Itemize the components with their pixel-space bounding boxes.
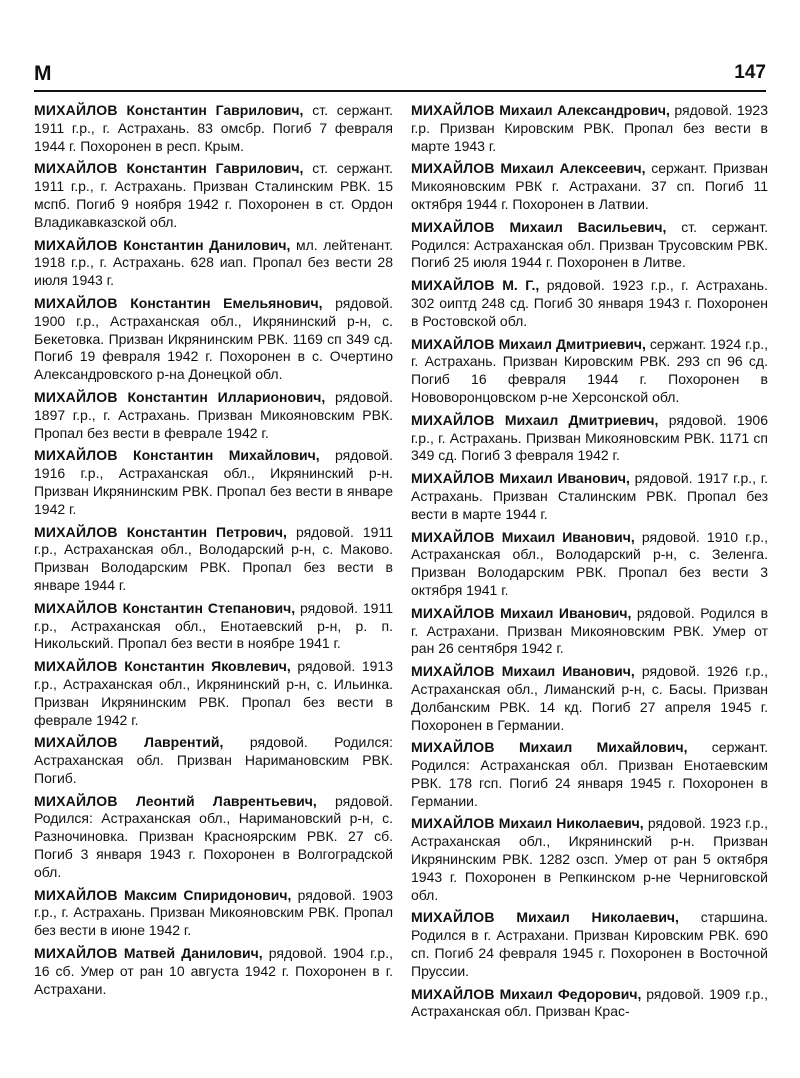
entry-details: рядовой. 1903 г.р., г. Астрахань. Призван Микояновским РВК. Пропал без вести в июне 1942 г. [34,886,394,939]
entry-details: рядовой. 1909 г.р., Астраханская обл. Призван Крас- [411,985,768,1020]
record-entry [34,658,393,729]
entry-given-name: Михаил Алексеевич, [500,160,646,177]
entry-details: сержант. 1924 г.р., г. Астрахань. Призван Кировским РВК. 293 сп 96 сд. Погиб 16 февраля 1944 г. Похоронен в Нововоронцовском р-не Херсонской обл. [411,335,769,405]
entry-given-name: Максим Спиридонович, [123,886,292,903]
record-entry [411,815,768,904]
entry-details: рядовой. 1911 г.р., Астраханская обл., Енотаевский р-н, р. п. Никольский. Пропал без вести в ноябре 1941 г. [34,599,393,652]
entry-given-name: Михаил Александрович, [499,102,670,118]
entry-details: мл. лейтенант. 1918 г.р., г. Астрахань. 628 иап. Пропал без вести 28 июля 1943 г. [34,236,394,289]
record-entry [34,447,393,518]
entry-given-name: Михаил Иванович, [499,470,630,487]
entry-surname: МИХАЙЛОВ [34,658,118,675]
entry-given-name: Константин Данилович, [123,236,291,253]
entry-given-name: Михаил Николаевич, [516,909,679,926]
entry-details: ст. сержант. 1911 г.р., г. Астрахань. Призван Сталинским РВК. 15 мспб. Погиб 9 ноября 1942 г. Похоронен в ст. Ордон Владикавказской обл. [34,160,394,230]
entry-surname: МИХАЙЛОВ [34,160,118,177]
record-entry [411,277,768,330]
entry-surname: МИХАЙЛОВ [34,102,118,118]
entry-surname: МИХАЙЛОВ [411,815,495,832]
page-number: 147 [734,62,766,83]
entry-surname: МИХАЙЛОВ [34,523,118,540]
entry-surname: МИХАЙЛОВ [34,945,118,962]
record-entry [34,237,393,290]
entry-surname: МИХАЙЛОВ [34,599,118,616]
record-entry [34,524,393,595]
section-letter: М [34,62,52,85]
entry-details: рядовой. 1897 г.р., г. Астрахань. Призван Микояновским РВК. Пропал без вести в феврале 1942 г. [34,388,393,441]
record-entry [411,909,768,980]
entry-given-name: Михаил Иванович, [501,663,635,680]
entry-details: рядовой. 1923 г.р. Призван Кировским РВК. Пропал без вести в марте 1943 г. [411,102,769,154]
record-entry [34,793,393,882]
entry-surname: МИХАЙЛОВ [34,236,118,253]
entry-details: рядовой. 1906 г.р., г. Астрахань. Призван Микояновским РВК. 1171 сп 349 сд. Погиб 3 февраля 1942 г. [411,411,769,464]
entry-surname: МИХАЙЛОВ [34,388,118,405]
record-entry [34,887,393,940]
entry-details: рядовой. 1917 г.р., г. Астрахань. Призван Сталинским РВК. Пропал без вести в марте 1944 г. [411,470,769,522]
entry-surname: МИХАЙЛОВ [34,886,118,903]
entry-given-name: Михаил Дмитриевич, [504,411,659,428]
record-entry [34,945,393,998]
entry-details: сержант. Родился: Астраханская обл. Призван Енотаевским РВК. 178 гсп. Погиб 24 января 1945 г. Похоронен в Германии. [411,739,769,809]
entry-given-name: Лаврентий, [144,734,224,751]
record-entry [34,160,393,231]
entry-surname: МИХАЙЛОВ [411,335,495,352]
entry-given-name: Михаил Васильевич, [509,218,667,235]
entry-details: рядовой. 1913 г.р., Астраханская обл., Икрянинский р-н, с. Ильинка. Призван Икрянинским РВК. Пропал без вести в феврале 1942 г. [34,658,393,728]
header-rule [34,90,766,92]
entry-given-name: Константин Гаврилович, [126,160,304,177]
entry-details: рядовой. Родился: Астраханская обл. Призван Наримановским РВК. Погиб. [34,734,393,786]
entry-given-name: Леонтий Лаврентьевич, [135,792,317,809]
entry-surname: МИХАЙЛОВ [411,102,495,118]
entry-details: рядовой. 1911 г.р., Астраханская обл., Володарский р-н, с. Маково. Призван Володарским РВК. Пропал без вести в январе 1944 г. [34,523,393,593]
entry-surname: МИХАЙЛОВ [411,277,495,294]
entry-details: рядовой. 1916 г.р., Астраханская обл., Икрянинский р-н. Призван Икрянинским РВК. Пропал без вести в январе 1942 г. [34,447,393,517]
entry-surname: МИХАЙЛОВ [411,470,495,487]
entry-details: рядовой. Родился в г. Астрахани. Призван Микояновским РВК. Умер от ран 26 сентября 1942 г. [411,604,769,657]
record-entry [34,734,393,787]
entry-details: рядовой. 1904 г.р., 16 сб. Умер от ран 10 августа 1942 г. Похоронен в г. Астрахани. [34,945,393,997]
record-entry [411,739,768,810]
record-entry [411,605,768,658]
record-entry [411,986,768,1022]
entry-surname: МИХАЙЛОВ [411,528,495,545]
entry-details: рядовой. Родился: Астраханская обл., Наримановский р-н, с. Разночиновка. Призван Красноярским РВК. 27 сб. Погиб 3 января 1943 г. Похоронен в Волгоградской обл. [34,792,393,880]
entry-details: старшина. Родился в г. Астрахани. Призван Кировским РВК. 690 сп. Погиб 24 февраля 1945 г. Похоронен в Восточной Пруссии. [411,909,768,979]
entry-surname: МИХАЙЛОВ [411,909,495,926]
record-entry [411,412,768,465]
entry-given-name: Матвей Данилович, [123,945,263,962]
right-column [411,102,768,1026]
record-entry [411,160,768,213]
entry-surname: МИХАЙЛОВ [411,411,495,428]
entry-surname: МИХАЙЛОВ [411,739,495,756]
entry-given-name: Константин Гаврилович, [126,102,304,118]
record-entry [411,470,768,523]
entry-surname: МИХАЙЛОВ [411,985,495,1002]
entry-given-name: Михаил Николаевич, [498,815,644,832]
entry-given-name: Михаил Иванович, [501,528,635,545]
entry-details: рядовой. 1900 г.р., Астраханская обл., Икрянинский р-н, с. Бекетовка. Призван Икрянинским РВК. 1169 сп 349 сд. Погиб 19 февраля 1942 г. Похоронен в с. Очертино Александровского р-на Донецкой обл. [34,294,394,383]
entry-given-name: Константин Емельянович, [130,294,323,311]
entry-given-name: Михаил Федорович, [499,985,642,1002]
entry-given-name: Константин Михайлович, [133,447,320,464]
record-entry [34,295,393,384]
entry-details: сержант. Призван Микояновским РВК г. Астрахани. 37 сп. Погиб 11 октября 1944 г. Похоронен в Латвии. [411,160,768,212]
record-entry [34,102,393,155]
record-entry [411,663,768,734]
entry-details: рядовой. 1923 г.р., Астраханская обл., Икрянинский р-н. Призван Икрянинским РВК. 1282 озсп. Умер от ран 5 октября 1943 г. Похоронен в Репкинском р-не Черниговской обл. [411,815,769,903]
entry-surname: МИХАЙЛОВ [34,294,118,311]
entry-given-name: Константин Илларионович, [127,388,326,405]
entry-surname: МИХАЙЛОВ [34,792,118,809]
entry-surname: МИХАЙЛОВ [411,604,495,621]
entry-surname: МИХАЙЛОВ [34,734,118,751]
entry-surname: МИХАЙЛОВ [411,218,495,235]
entry-details: ст. сержант. 1911 г.р., г. Астрахань. 83 омсбр. Погиб 7 февраля 1944 г. Похоронен в респ. Крым. [34,102,394,154]
record-entry [411,219,768,272]
entry-details: рядовой. 1910 г.р., Астраханская обл., Володарский р-н, с. Зеленга. Призван Володарским РВК. Пропал без вести 3 октября 1941 г. [411,528,769,598]
entry-surname: МИХАЙЛОВ [34,447,118,464]
entry-given-name: М. Г., [502,277,540,294]
entry-surname: МИХАЙЛОВ [411,160,495,177]
entry-given-name: Константин Степанович, [122,599,296,616]
entry-given-name: Михаил Михайлович, [518,739,688,756]
record-entry [34,600,393,653]
record-entry [411,102,768,155]
entry-given-name: Михаил Дмитриевич, [498,335,646,352]
page-header [34,62,766,92]
record-entry [34,389,393,442]
entry-given-name: Михаил Иванович, [500,604,632,621]
record-entry [411,336,768,407]
entry-details: рядовой. 1926 г.р., Астраханская обл., Лиманский р-н, с. Басы. Призван Долбанским РВК. 14 кд. Погиб 27 апреля 1945 г. Похоронен в Германии. [411,663,769,733]
entry-given-name: Константин Яковлевич, [124,658,291,675]
entry-details: ст. сержант. Родился: Астраханская обл. Призван Трусовским РВК. Погиб 25 июля 1944 г. Похоронен в Литве. [411,218,769,271]
record-entry [411,529,768,600]
entry-surname: МИХАЙЛОВ [411,663,495,680]
entry-details: рядовой. 1923 г.р., г. Астрахань. 302 оиптд 248 сд. Погиб 30 января 1943 г. Похоронен в Ростовской обл. [411,277,768,329]
entry-given-name: Константин Петрович, [126,523,287,540]
left-column [34,102,393,1003]
